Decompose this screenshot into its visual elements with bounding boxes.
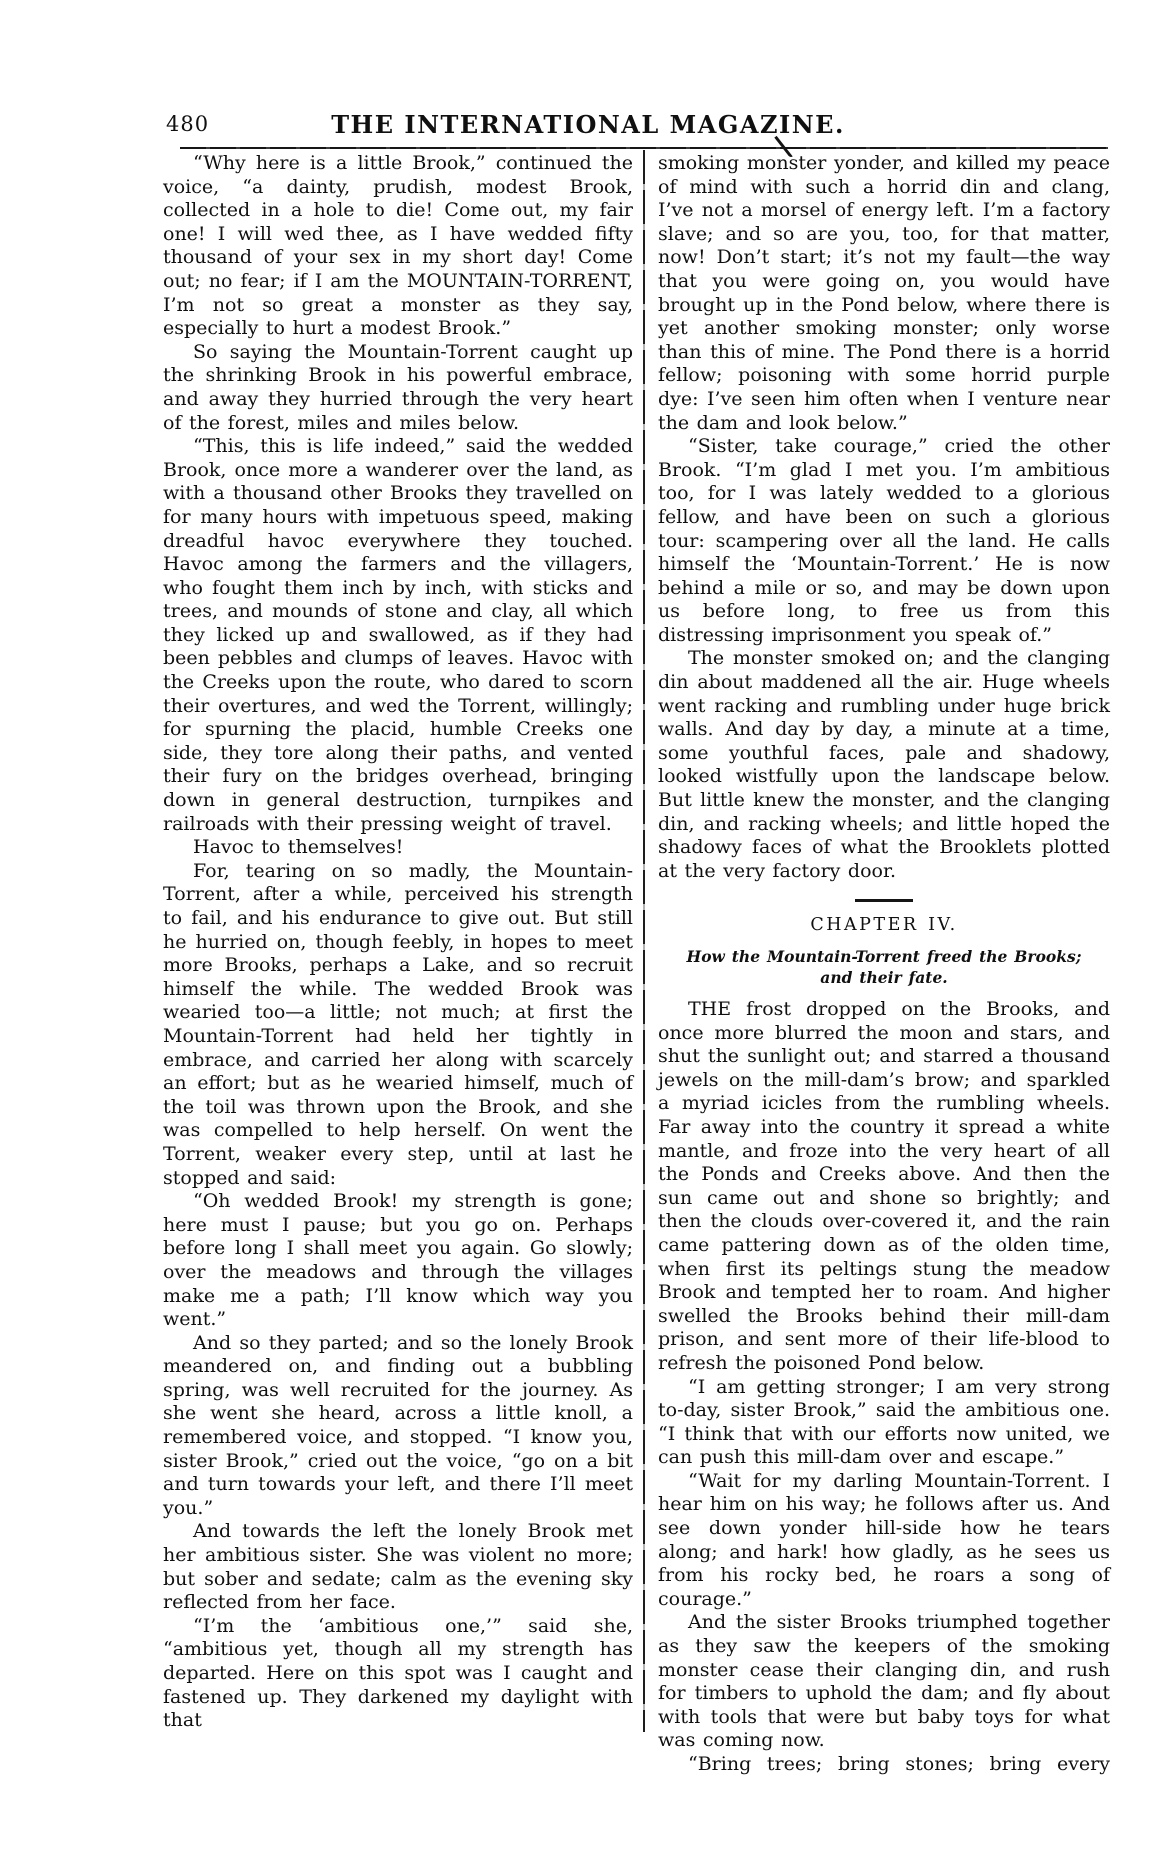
right-column bbox=[658, 152, 1110, 1777]
paragraph: And towards the left the lonely Brook met her ambitious sister. She was violent no more; but sober and sedate; calm as the evening sky reflected from her face. bbox=[163, 1520, 633, 1614]
paragraph: “I’m the ‘ambitious one,’” said she, “ambitious yet, though all my strength has departed. Here on this spot was I caught and fastened up. They darkened my daylight with that bbox=[163, 1614, 633, 1732]
column-divider bbox=[643, 150, 645, 1732]
chapter-subtitle: How the Mountain-Torrent freed the Brooks; and their fate. bbox=[686, 947, 1082, 987]
paragraph: “Why here is a little Brook,” continued the voice, “a dainty, prudish, modest Brook, collected in a hole to die! Come out, my fair one! I will wed thee, as I have wedded fifty thousand of your sex in my short day! Come out; no fear; if I am the MOUNTAIN-TORRENT, I’m not so great a monster as they say, especially to hurt a modest Brook.” bbox=[163, 152, 633, 340]
paragraph: “Wait for my darling Mountain-Torrent. I hear him on his way; he follows after us. And see down yonder hill-side how he tears along; and hark! how gladly, as he sees us from his rocky bed, he roars a song of courage.” bbox=[658, 1469, 1110, 1610]
chapter-heading: CHAPTER IV. bbox=[810, 915, 958, 936]
paragraph: “Sister, take courage,” cried the other Brook. “I’m glad I met you. I’m ambitious too, for I was lately wedded to a glorious fellow, and have been on such a glorious tour: scampering over all the land. He calls himself the ‘Mountain-Torrent.’ He is now behind a mile or so, and may be down upon us before long, to free us from this distressing imprisonment you speak of.” bbox=[658, 435, 1110, 646]
header-rule bbox=[180, 147, 1108, 149]
paragraph: “Bring trees; bring stones; bring every bbox=[688, 1753, 1110, 1775]
left-column bbox=[163, 152, 633, 1733]
chapter-divider-rule bbox=[855, 899, 913, 902]
paragraph: For, tearing on so madly, the Mountain-Torrent, after a while, perceived his strength to fail, and his endurance to give out. But still he hurried on, though feebly, in hopes to meet more Brooks, perhaps a Lake, and so recruit himself the while. The wedded Brook was wearied too—a little; not much; at first the Mountain-Torrent had held her tightly in embrace, and carried her along with scarcely an effort; but as he wearied himself, much of the toil was thrown upon the Brook, and she was compelled to help herself. On went the Torrent, weaker every step, until at last he stopped and said: bbox=[163, 859, 633, 1189]
paragraph: “This, this is life indeed,” said the wedded Brook, once more a wanderer over the land, as with a thousand other Brooks they travelled on for many hours with impetuous speed, making dreadful havoc everywhere they touched. Havoc among the farmers and the villagers, who fought them inch by inch, with sticks and trees, and mounds of stone and clay, all which they licked up and swallowed, as if they had been pebbles and clumps of leaves. Havoc with the Creeks upon the route, who dared to scorn their overtures, and wed the Torrent, willingly; for spurning the placid, humble Creeks one side, they tore along their paths, and vented their fury on the bridges overhead, bringing down in general destruction, turnpikes and railroads with their pressing weight of travel. bbox=[163, 435, 633, 835]
magazine-title: THE INTERNATIONAL MAGAZINE. bbox=[331, 110, 845, 139]
page-number: 480 bbox=[166, 112, 210, 136]
paragraph: smoking monster yonder, and killed my peace of mind with such a horrid din and clang, I’ve not a morsel of energy left. I’m a factory slave; and so are you, too, for that matter, now! Don’t start; it’s not my fault—the way that you were going on, you would have brought up in the Pond below, where there is yet another smoking monster; only worse than this of mine. The Pond there is a horrid fellow; poisoning with some horrid purple dye: I’ve seen him often when I venture near the dam and look below.” bbox=[658, 152, 1110, 434]
paragraph: The monster smoked on; and the clanging din about maddened all the air. Huge wheels went racking and rumbling under huge brick walls. And day by day, a minute at a time, some youthful faces, pale and shadowy, looked wistfully upon the landscape below. But little knew the monster, and the clanging din, and racking wheels; and little hoped the shadowy faces of what the Brooklets plotted at the very factory door. bbox=[658, 647, 1110, 882]
paragraph: THE frost dropped on the Brooks, and once more blurred the moon and stars, and shut the sunlight out; and starred a thousand jewels on the mill-dam’s brow; and sparkled a myriad icicles from the rumbling wheels. Far away into the country it spread a white mantle, and froze into the very heart of all the Ponds and Creeks above. And then the sun came out and shone so brightly; and then the clouds over-covered it, and the rain came pattering down as of the olden time, when first its peltings stung the meadow Brook and tempted her to roam. And higher swelled the Brooks behind their mill-dam prison, and sent more of their life-blood to refresh the poisoned Pond below. bbox=[658, 998, 1110, 1374]
paragraph: Havoc to themselves! bbox=[193, 836, 404, 859]
paragraph: And the sister Brooks triumphed together as they saw the keepers of the smoking monster cease their clanging din, and rush for timbers to uphold the dam; and fly about with tools that were but baby toys for what was coming now. bbox=[658, 1611, 1110, 1752]
paragraph: “Oh wedded Brook! my strength is gone; here must I pause; but you go on. Perhaps before long I shall meet you again. Go slowly; over the meadows and through the villages make me a path; I’ll know which way you went.” bbox=[163, 1190, 633, 1331]
paragraph: And so they parted; and so the lonely Brook meandered on, and finding out a bubbling spring, was well recruited for the journey. As she went she heard, across a little knoll, a remembered voice, and stopped. “I know you, sister Brook,” cried out the voice, “go on a bit and turn towards your left, and there I’ll meet you.” bbox=[163, 1331, 633, 1519]
paragraph: So saying the Mountain-Torrent caught up the shrinking Brook in his powerful embrace, and away they hurried through the very heart of the forest, miles and miles below. bbox=[163, 340, 633, 434]
paragraph: “I am getting stronger; I am very strong to-day, sister Brook,” said the ambitious one. “I think that with our efforts now united, we can push this mill-dam over and escape.” bbox=[658, 1375, 1110, 1469]
